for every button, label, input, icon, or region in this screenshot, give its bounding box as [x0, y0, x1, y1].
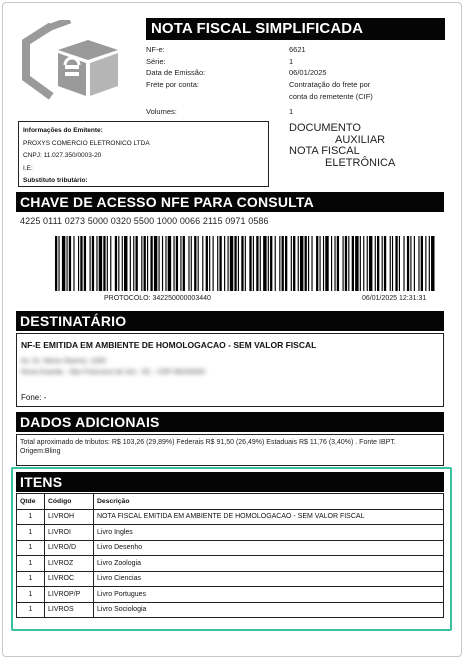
- destinatario-fone: Fone: -: [21, 393, 47, 402]
- table-row: [17, 587, 444, 603]
- nfe-value: 6621: [289, 45, 306, 54]
- cell-codigo: LIVROC: [45, 571, 94, 587]
- emitente-name: PROXYS COMERCIO ELETRONICO LTDA: [23, 139, 150, 147]
- destinatario-heading: DESTINATÁRIO: [16, 311, 444, 331]
- frete-label: Frete por conta:: [146, 80, 199, 89]
- cell-codigo: LIVROS: [45, 602, 94, 618]
- emitente-cnpj: CNPJ: 11.027.350/0003-20: [23, 152, 102, 159]
- danfe-label: [289, 123, 419, 169]
- destinatario-name: NF-E EMITIDA EM AMBIENTE DE HOMOLOGACAO - SEM VALOR FISCAL: [21, 340, 317, 350]
- destinatario-address-line2: Nova Guarda - São Francisco do Sul - SC - CEP 89240000: [21, 369, 205, 376]
- cell-codigo: LIVROZ: [45, 556, 94, 572]
- col-qtde: Qtde: [17, 494, 45, 510]
- cell-qtde: 1: [17, 509, 45, 525]
- itens-heading: ITENS: [16, 472, 444, 492]
- cell-qtde: 1: [17, 525, 45, 541]
- cell-qtde: 1: [17, 587, 45, 603]
- danfe-line2: AUXILIAR: [335, 133, 386, 146]
- destinatario-address-line1: Av. Dr. Nereu Ramos, 1000: [21, 358, 106, 365]
- nfe-label: NF-e:: [146, 45, 165, 54]
- cell-codigo: LIVROI: [45, 525, 94, 541]
- cell-qtde: 1: [17, 602, 45, 618]
- cell-qtde: 1: [17, 571, 45, 587]
- adicionais-tributos: Total aproximado de tributos: R$ 103,26 (29,89%) Federais R$ 91,50 (26,49%) Estaduais R$ 11,76 (3,40%) . Fonte IBPT.: [20, 439, 396, 446]
- chave-heading: CHAVE DE ACESSO NFE PARA CONSULTA: [16, 192, 444, 212]
- table-row: [17, 602, 444, 618]
- col-descricao: Descrição: [94, 494, 444, 510]
- cell-descricao: Livro Ingles: [94, 525, 444, 541]
- volumes-value: 1: [289, 107, 294, 116]
- danfe-line4: ELETRÔNICA: [325, 156, 396, 169]
- table-row: [17, 525, 444, 541]
- adicionais-origem: Origem:Bling: [20, 448, 61, 455]
- cell-codigo: LIVROH: [45, 509, 94, 525]
- danfe-line3: NOTA FISCAL: [289, 145, 360, 157]
- emitente-box: [18, 121, 269, 187]
- adicionais-box: [16, 434, 444, 466]
- emitente-heading: Informações do Emitente:: [23, 127, 103, 134]
- emissao-value: 06/01/2025: [289, 68, 327, 77]
- cell-descricao: Livro Desenho: [94, 540, 444, 556]
- barcode-image: [55, 236, 435, 291]
- emitente-ie: I.E:: [23, 164, 33, 172]
- table-row: [17, 556, 444, 572]
- table-row: [17, 571, 444, 587]
- cell-qtde: 1: [17, 540, 45, 556]
- destinatario-box: [16, 333, 444, 407]
- cell-codigo: LIVRO/D: [45, 540, 94, 556]
- cell-descricao: Livro Ciencias: [94, 571, 444, 587]
- cell-descricao: Livro Portugues: [94, 587, 444, 603]
- itens-table: [16, 493, 444, 618]
- cell-descricao: Livro Zoologia: [94, 556, 444, 572]
- table-row: [17, 540, 444, 556]
- cell-descricao: Livro Sociologia: [94, 602, 444, 618]
- document-title: NOTA FISCAL SIMPLIFICADA: [146, 18, 445, 40]
- emitente-substituto: Substituto tributário:: [23, 177, 88, 184]
- serie-value: 1: [289, 57, 294, 66]
- volumes-label: Volumes:: [146, 107, 177, 116]
- cell-qtde: 1: [17, 556, 45, 572]
- frete-value-line2: conta do remetente (CIF): [289, 92, 373, 101]
- col-codigo: Código: [45, 494, 94, 510]
- emissao-label: Data de Emissão:: [146, 68, 206, 77]
- box-logo-icon: [18, 20, 128, 102]
- adicionais-heading: DADOS ADICIONAIS: [16, 412, 444, 432]
- itens-header-row: [17, 494, 444, 510]
- chave-number: 4225 0111 0273 5000 0320 5500 1000 0066 2115 0971 0586: [20, 216, 269, 226]
- danfe-line1: DOCUMENTO: [289, 122, 361, 134]
- table-row: [17, 509, 444, 525]
- serie-label: Série:: [146, 57, 166, 66]
- protocolo-number: PROTOCOLO: 342250000003440: [104, 295, 211, 302]
- frete-value-line1: Contratação do frete por: [289, 80, 371, 89]
- cell-codigo: LIVROP/P: [45, 587, 94, 603]
- protocolo-datetime: 06/01/2025 12:31:31: [362, 295, 427, 302]
- cell-descricao: NOTA FISCAL EMITIDA EM AMBIENTE DE HOMOLOGACAO - SEM VALOR FISCAL: [94, 509, 444, 525]
